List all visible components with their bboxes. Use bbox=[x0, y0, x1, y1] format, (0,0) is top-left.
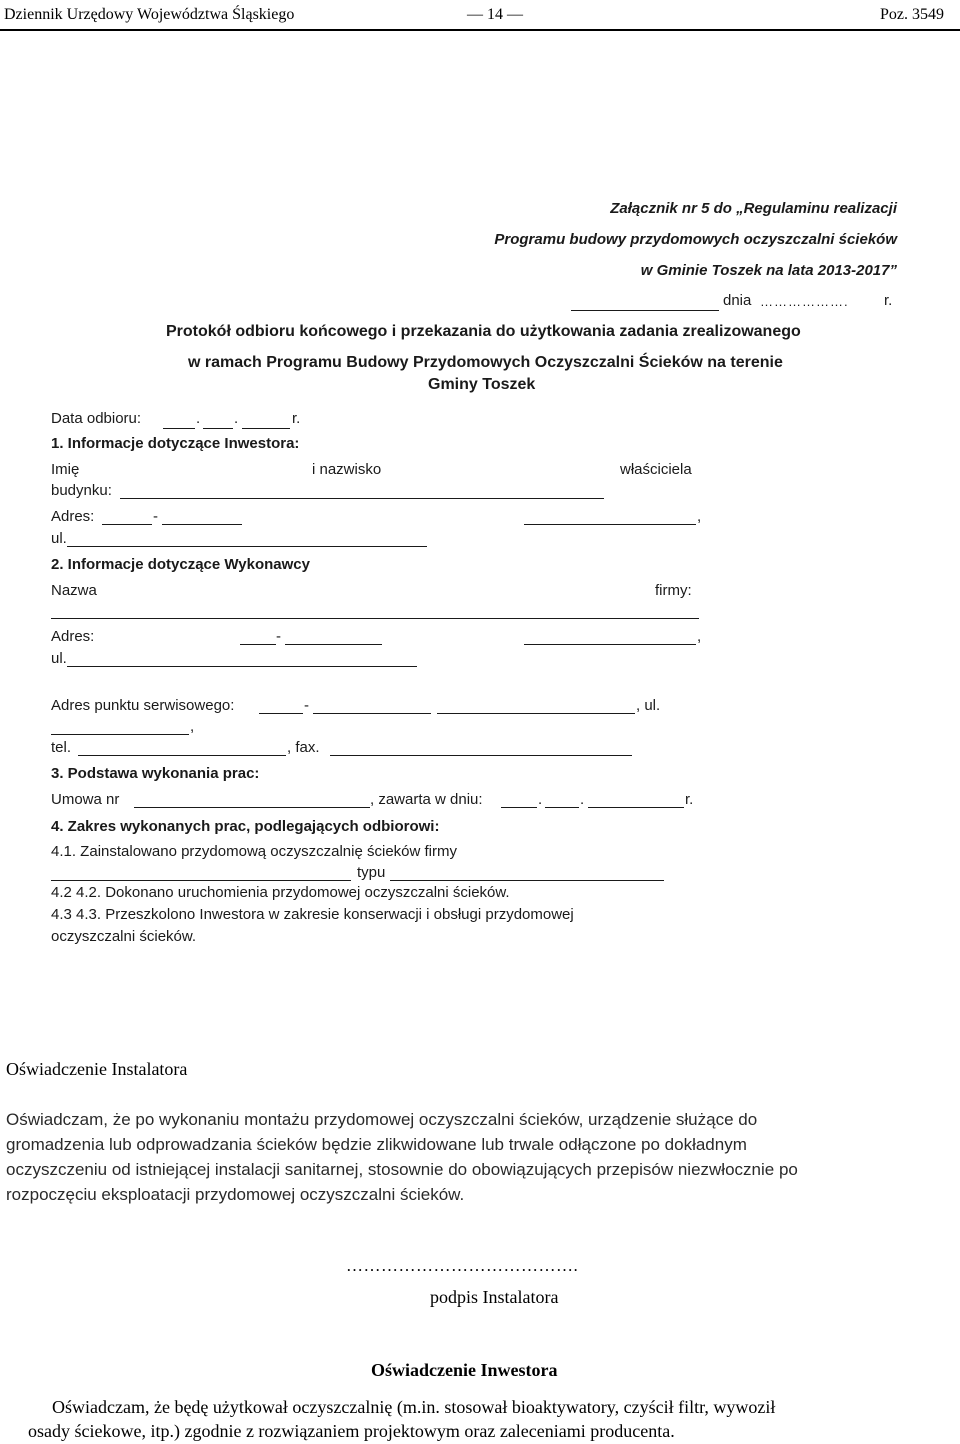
installer-signature-dots: …………………………………. bbox=[346, 1256, 579, 1275]
installer-line-3: oczyszczeniu od istniejącej instalacji sanitarnej, stosownie do obowiązujących przepisów niezwłocznie po bbox=[6, 1160, 798, 1179]
investor-address-comma: , bbox=[697, 508, 702, 525]
item-4-1: 4.1. Zainstalowano przydomową oczyszczalnię ścieków firmy bbox=[51, 843, 457, 860]
investor-street-line bbox=[67, 546, 427, 547]
phone-label: tel. bbox=[51, 739, 72, 756]
investor-zip-dash: - bbox=[153, 508, 158, 525]
contractor-name-b: firmy: bbox=[655, 582, 692, 599]
service-street-line bbox=[51, 734, 189, 735]
item-4-1-type-label: typu bbox=[357, 864, 386, 881]
investor-heading: Oświadczenie Inwestora bbox=[371, 1360, 558, 1380]
investor-zip-a-line bbox=[102, 524, 152, 525]
fax-line bbox=[330, 755, 632, 756]
installer-line-2: gromadzenia lub odprowadzania ścieków będzie zlikwidowane lub trwale odłączone po dokładnym bbox=[6, 1135, 747, 1154]
investor-name-b: i nazwisko bbox=[312, 461, 382, 478]
investor-name-line bbox=[120, 498, 604, 499]
contract-sep-1: . bbox=[538, 791, 543, 808]
place-line bbox=[571, 310, 719, 311]
service-street-label: , ul. bbox=[636, 697, 661, 714]
contract-suffix: r. bbox=[685, 791, 694, 808]
contract-day-line bbox=[501, 807, 537, 808]
contractor-street-line bbox=[67, 666, 417, 667]
receipt-sep-1: . bbox=[196, 410, 201, 427]
contract-date-label: , zawarta w dniu: bbox=[370, 791, 483, 808]
item-4-1-brand-line bbox=[51, 880, 351, 881]
receipt-day-line bbox=[163, 428, 195, 429]
contractor-address-comma: , bbox=[697, 628, 702, 645]
installer-signature-label: podpis Instalatora bbox=[430, 1287, 559, 1307]
service-zip-a-line bbox=[259, 713, 303, 714]
receipt-date-label: Data odbioru: bbox=[51, 410, 142, 427]
contractor-name-a: Nazwa bbox=[51, 582, 97, 599]
date-label: dnia bbox=[723, 292, 752, 309]
contract-number-line bbox=[134, 807, 370, 808]
item-4-1-type-line bbox=[390, 880, 664, 881]
contractor-zip-b-line bbox=[285, 644, 382, 645]
receipt-sep-2: . bbox=[234, 410, 239, 427]
contractor-zip-a-line bbox=[240, 644, 276, 645]
attachment-line-3: w Gminie Toszek na lata 2013-2017” bbox=[640, 262, 897, 279]
receipt-suffix: r. bbox=[292, 410, 301, 427]
attachment-line-2: Programu budowy przydomowych oczyszczalni ścieków bbox=[494, 231, 897, 248]
protocol-title-1: Protokół odbioru końcowego i przekazania do użytkowania zadania zrealizowanego bbox=[166, 323, 801, 340]
investor-name-a: Imię bbox=[51, 461, 80, 478]
installer-heading: Oświadczenie Instalatora bbox=[6, 1059, 188, 1079]
header-rule bbox=[0, 29, 960, 31]
contract-year-line bbox=[588, 807, 684, 808]
item-4-3-line-1: 4.3 4.3. Przeszkolono Inwestora w zakresie konserwacji i obsługi przydomowej bbox=[51, 906, 574, 923]
attachment-line-1: Załącznik nr 5 do „Regulaminu realizacji bbox=[610, 200, 897, 217]
section-4-heading: 4. Zakres wykonanych prac, podlegających odbiorowi: bbox=[51, 818, 440, 835]
protocol-title-3: Gminy Toszek bbox=[428, 376, 536, 393]
service-zip-b-line bbox=[313, 713, 431, 714]
section-1-heading: 1. Informacje dotyczące Inwestora: bbox=[51, 435, 300, 452]
date-suffix: r. bbox=[884, 292, 893, 309]
investor-city-line bbox=[524, 524, 696, 525]
contractor-city-line bbox=[524, 644, 696, 645]
phone-line bbox=[78, 755, 286, 756]
receipt-month-line bbox=[203, 428, 233, 429]
item-4-2: 4.2 4.2. Dokonano uruchomienia przydomowej oczyszczalni ścieków. bbox=[51, 884, 510, 901]
fax-label: , fax. bbox=[287, 739, 320, 756]
journal-title: Dziennik Urzędowy Województwa Śląskiego bbox=[4, 6, 295, 23]
contractor-address-label: Adres: bbox=[51, 628, 95, 645]
contract-month-line bbox=[545, 807, 579, 808]
service-comma: , bbox=[190, 718, 195, 735]
investor-zip-b-line bbox=[162, 524, 242, 525]
page-number: — 14 — bbox=[467, 6, 523, 23]
item-4-3-line-2: oczyszczalni ścieków. bbox=[51, 928, 197, 945]
contractor-street-label: ul. bbox=[51, 650, 67, 667]
installer-statement bbox=[6, 1107, 926, 1207]
contractor-zip-dash: - bbox=[276, 628, 281, 645]
investor-building-label: budynku: bbox=[51, 482, 112, 499]
protocol-title-2: w ramach Programu Budowy Przydomowych Oczyszczalni Ścieków na terenie bbox=[188, 354, 783, 371]
section-3-heading: 3. Podstawa wykonania prac: bbox=[51, 765, 260, 782]
investor-line-2: osady ściekowe, itp.) zgodnie z rozwiązaniem projektowym oraz zaleceniami producenta. bbox=[28, 1421, 675, 1441]
section-2-heading: 2. Informacje dotyczące Wykonawcy bbox=[51, 556, 310, 573]
installer-line-1: Oświadczam, że po wykonaniu montażu przydomowej oczyszczalni ścieków, urządzenie służące do bbox=[6, 1110, 758, 1129]
contractor-name-line bbox=[51, 618, 699, 619]
contract-sep-2: . bbox=[580, 791, 585, 808]
contract-label: Umowa nr bbox=[51, 791, 120, 808]
service-city-line bbox=[437, 713, 635, 714]
investor-line-1: Oświadczam, że będę użytkował oczyszczalnię (m.in. stosował bioaktywatory, czyścił filtr, wywoził bbox=[52, 1397, 776, 1417]
installer-line-4: rozpoczęciu eksploatacji przydomowej oczyszczalni ścieków. bbox=[6, 1185, 465, 1204]
investor-street-label: ul. bbox=[51, 530, 67, 547]
investor-name-c: właściciela bbox=[620, 461, 692, 478]
service-address-label: Adres punktu serwisowego: bbox=[51, 697, 235, 714]
date-dots: ………………. bbox=[760, 294, 849, 309]
investor-address-label: Adres: bbox=[51, 508, 95, 525]
receipt-year-line bbox=[242, 428, 290, 429]
position-number: Poz. 3549 bbox=[880, 6, 944, 23]
service-zip-dash: - bbox=[304, 697, 309, 714]
